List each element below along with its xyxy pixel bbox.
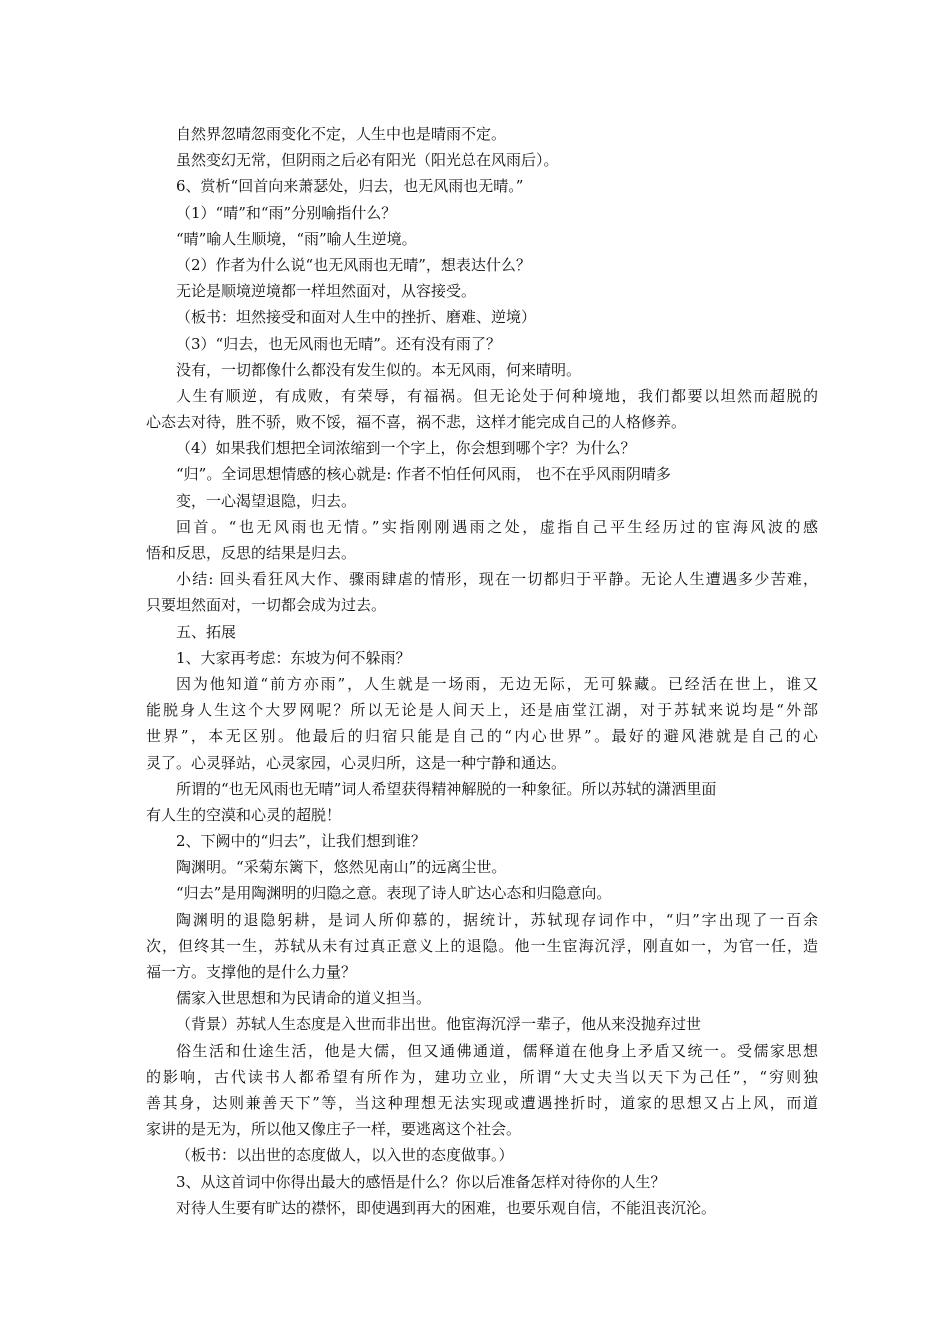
text-line: 所谓的“也无风雨也无晴”词人希望获得精神解脱的一种象征。所以苏轼的潇洒里面 [176, 779, 717, 798]
text-line: 福一方。支撑他的是什么力量？ [146, 963, 357, 981]
text-line: 的影响，古代读书人都希望有所作为，建功立业，所谓“大丈夫当以天下为己任”，“穷则独 [146, 1067, 818, 1086]
text-line: 自然界忽晴忽雨变化不定，人生中也是晴雨不定。 [176, 125, 507, 143]
text-line: 陶渊明。“采菊东篱下，悠然见南山”的远离尘世。 [176, 858, 507, 877]
text-line: 世界”，本无区别。他最后的归宿只能是自己的“内心世界”。最好的避风港就是自己的心 [146, 727, 818, 746]
text-line: （背景）苏轼人生态度是入世而非出世。他宦海沉浮一辈子，他从来没抛弃过世 [176, 1015, 702, 1034]
text-line: 小结: 回头看狂风大作、骤雨肆虐的情形，现在一切都归于平静。无论人生遭遇多少苦难， [176, 570, 818, 589]
text-line: 能脱身人生这个大罗网呢？所以无论是人间天上，还是庙堂江湖，对于苏轼来说均是“外部 [146, 701, 818, 720]
text-line: 心态去对待，胜不骄，败不馁，福不喜，祸不悲，这样才能完成自己的人格修养。 [146, 413, 687, 432]
text-line: 虽然变幻无常，但阴雨之后必有阳光（阳光总在风雨后）。 [176, 151, 559, 170]
text-line: 对待人生要有旷达的襟怀，即使遇到再大的困难，也要乐观自信，不能沮丧沉沦。 [176, 1198, 717, 1217]
text-line: 家讲的是无为，所以他又像庄子一样，要逃离这个社会。 [146, 1120, 522, 1139]
text-line: 回首。“也无风雨也无情。”实指刚刚遇雨之处，虚指自己平生经历过的宦海风波的感 [176, 517, 818, 536]
text-line: 五、拓展 [176, 622, 237, 641]
text-line: 6、赏析“回首向来萧瑟处，归去，也无风雨也无晴。” [176, 177, 524, 196]
text-line: 有人生的空漠和心灵的超脱！ [146, 805, 342, 824]
text-line: 没有，一切都像什么都没有发生似的。本无风雨，何来晴明。 [176, 360, 582, 379]
text-line: （2）作者为什么说“也无风雨也无晴”，想表达什么？ [176, 255, 531, 274]
text-line: 陶渊明的退隐躬耕，是词人所仰慕的，据统计，苏轼现存词作中，“归”字出现了一百余 [176, 910, 818, 929]
text-line: （板书：坦然接受和面对人生中的挫折、磨难、逆境） [176, 308, 537, 327]
text-line: 无论是顺境逆境都一样坦然面对，从容接受。 [176, 282, 477, 301]
text-line: （1）“晴”和“雨”分别喻指什么？ [176, 203, 397, 222]
text-line: 2、下阙中的“归去”，让我们想到谁？ [176, 832, 426, 851]
text-line: 3、从这首词中你得出最大的感悟是什么？你以后准备怎样对待你的人生？ [176, 1172, 666, 1191]
text-line: “晴”喻人生顺境，“雨”喻人生逆境。 [176, 229, 417, 248]
text-line: 次，但终其一生，苏轼从未有过真正意义上的退隐。他一生宦海沉浮，刚直如一，为官一任，造 [146, 936, 818, 955]
text-line: “归”。全词思想情感的核心就是: 作者不怕任何风雨， 也不在乎风雨阴晴多 [176, 465, 671, 484]
text-line: （3）“归去，也无风雨也无晴”。还有没有雨了？ [176, 334, 501, 353]
text-line: 儒家入世思想和为民请命的道义担当。 [176, 989, 432, 1008]
text-line: 因为他知道“前方亦雨”，人生就是一场雨，无边无际，无可躲藏。已经活在世上，谁又 [176, 674, 818, 693]
text-line: 悟和反思，反思的结果是归去。 [146, 544, 357, 562]
text-line: 善其身，达则兼善天下”等，当这种理想无法实现或遭遇挫折时，道家的思想又占上风，而道 [146, 1093, 818, 1112]
text-line: 1、大家再考虑：东坡为何不躲雨？ [176, 648, 411, 667]
text-line: 灵了。心灵驿站，心灵家园，心灵归所，这是一种宁静和通达。 [146, 753, 567, 772]
text-line: （板书：以出世的态度做人，以入世的态度做事。） [176, 1146, 514, 1165]
text-line: 人生有顺逆，有成败，有荣辱，有福祸。但无论处于何种境地，我们都要以坦然而超脱的 [176, 386, 818, 405]
text-line: 只要坦然面对，一切都会成为过去。 [146, 596, 387, 615]
text-line: 俗生活和仕途生活，他是大儒，但又通佛通道，儒释道在他身上矛盾又统一。受儒家思想 [176, 1041, 818, 1060]
text-line: 变，一心渴望退隐，归去。 [176, 491, 357, 510]
text-line: “归去”是用陶渊明的归隐之意。表现了诗人旷达心态和归隐意向。 [176, 884, 612, 903]
document-body [146, 121, 818, 1221]
text-line: （4）如果我们想把全词浓缩到一个字上，你会想到哪个字？为什么？ [176, 439, 636, 458]
